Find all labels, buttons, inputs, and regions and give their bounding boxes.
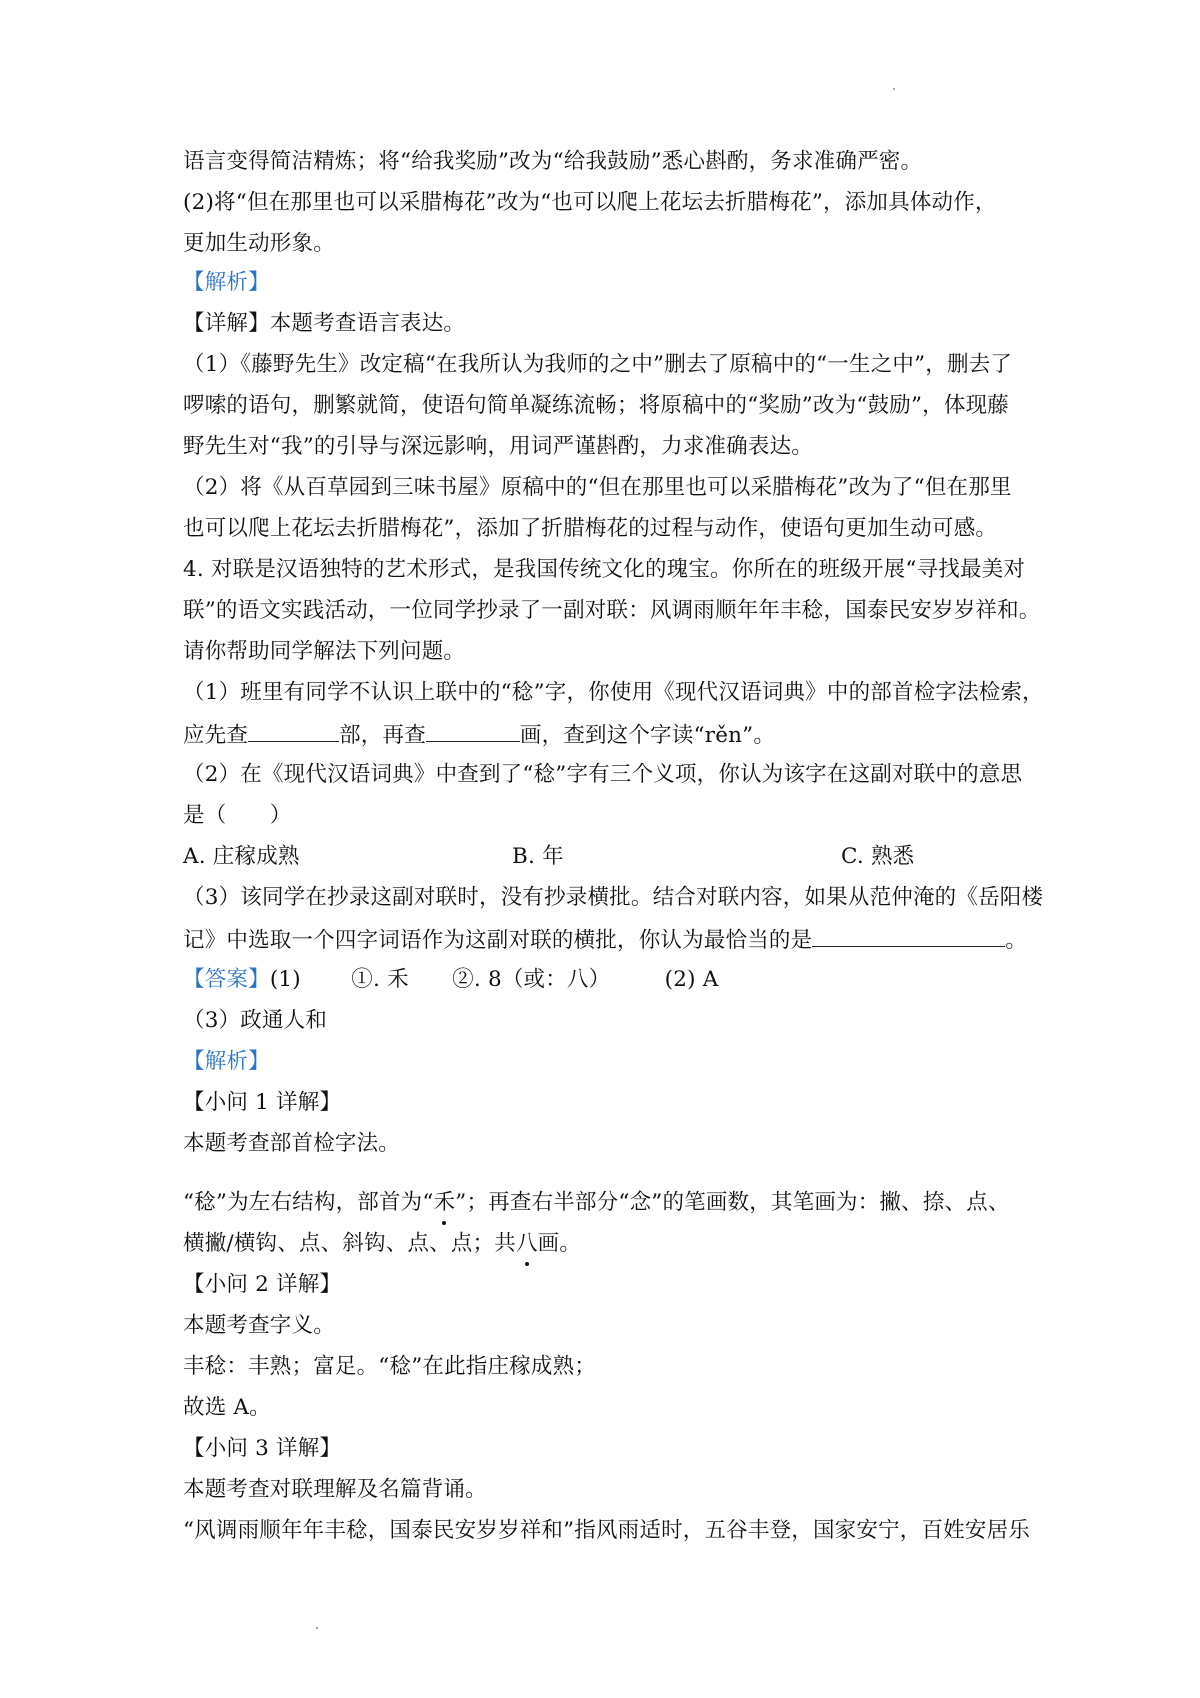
text-line: （2）将《从百草园到三味书屋》原稿中的“但在那里也可以采腊梅花”改为了“但在那里 — [183, 475, 1012, 500]
sub-question-2: （2）在《现代汉语词典》中查到了“稔”字有三个义项，你认为该字在这副对联中的意思 — [183, 762, 1023, 787]
answer-text: (1) ①. 禾 ②. 8（或：八） (2) A — [269, 967, 719, 992]
text-line: “风调雨顺年年丰稔，国泰民安岁岁祥和”指风雨适时，五谷丰登，国家安宁，百姓安居乐 — [183, 1518, 1030, 1543]
text-fragment: 部，再查 — [339, 723, 426, 748]
text-line: 本题考查字义。 — [183, 1313, 335, 1338]
text-line: 语言变得简洁精炼；将“给我奖励”改为“给我鼓励”悉心斟酌，务求准确严密。 — [183, 149, 923, 174]
text-fragment: ”；再查右半部分“念”的笔画数，其笔画为：撇、捺、点、 — [455, 1190, 1010, 1215]
scan-speck — [893, 88, 895, 90]
sub-detail-heading: 【小问 2 详解】 — [183, 1272, 342, 1297]
text-line: 野先生对“我”的引导与深远影响，用词严谨斟酌，力求准确表达。 — [183, 434, 813, 459]
text-fragment: 画，查到这个字读“rěn”。 — [519, 723, 776, 748]
text-fragment: 横撇/横钩、点、斜钩、点、点；共 — [183, 1231, 516, 1256]
sub-detail-heading: 【小问 3 详解】 — [183, 1436, 342, 1461]
answer-blank — [812, 924, 1005, 947]
text-line — [183, 1188, 1010, 1218]
text-line — [183, 1229, 581, 1259]
text-line: 联”的语文实践活动，一位同学抄录了一副对联：风调雨顺年年丰稔，国泰民安岁岁祥和。 — [183, 598, 1041, 623]
option-c: C. 熟悉 — [841, 844, 915, 869]
answer-text: （3）政通人和 — [183, 1008, 328, 1033]
sub-detail-heading: 【小问 1 详解】 — [183, 1090, 342, 1115]
analysis-heading: 【解析】 — [183, 270, 270, 295]
detail-heading: 【详解】本题考查语言表达。 — [183, 311, 466, 336]
text-fragment: 应先查 — [183, 723, 249, 748]
text-line: 本题考查部首检字法。 — [183, 1131, 401, 1156]
text-line: 故选 A。 — [183, 1395, 271, 1420]
analysis-heading: 【解析】 — [183, 1049, 270, 1074]
sub-question-3: （3）该同学在抄录这副对联时，没有抄录横批。结合对联内容，如果从范仲淹的《岳阳楼 — [183, 885, 1044, 910]
fill-blank-line — [183, 719, 775, 751]
text-line: 丰稔：丰熟；富足。“稔”在此指庄稼成熟； — [183, 1354, 596, 1379]
text-fragment: “稔”为左右结构，部首为“ — [183, 1190, 434, 1215]
text-line: (2)将“但在那里也可以采腊梅花”改为“也可以爬上花坛去折腊梅花”，添加具体动作， — [183, 190, 997, 215]
option-b: B. 年 — [512, 844, 564, 869]
emphasis-char: 八 — [516, 1229, 538, 1259]
answer-blank — [248, 719, 339, 742]
fill-blank-line — [183, 924, 1027, 956]
text-line: 啰嗦的语句，删繁就简，使语句简单凝练流畅；将原稿中的“奖励”改为“鼓励”，体现藤 — [183, 393, 1009, 418]
sub-question-1: （1）班里有同学不认识上联中的“稔”字，你使用《现代汉语词典》中的部首检字法检索， — [183, 680, 1044, 705]
text-fragment: 记》中选取一个四字词语作为这副对联的横批，你认为最恰当的是 — [183, 928, 813, 953]
answer-line — [183, 965, 719, 995]
scan-speck — [316, 1627, 318, 1629]
text-line: 更加生动形象。 — [183, 231, 335, 256]
answer-heading: 【答案】 — [183, 967, 270, 992]
text-fragment: 。 — [1005, 928, 1028, 953]
text-line: 本题考查对联理解及名篇背诵。 — [183, 1477, 487, 1502]
option-a: A. 庄稼成熟 — [183, 844, 300, 869]
text-line: 是（ ） — [183, 803, 292, 828]
emphasis-char: 禾 — [434, 1188, 456, 1218]
text-line: （1）《藤野先生》改定稿“在我所认为我师的之中”删去了原稿中的“一生之中”，删去了 — [183, 352, 1013, 377]
answer-blank — [426, 719, 520, 742]
question-4-stem: 4. 对联是汉语独特的艺术形式，是我国传统文化的瑰宝。你所在的班级开展“寻找最美对 — [183, 557, 1026, 582]
text-line: 也可以爬上花坛去折腊梅花”，添加了折腊梅花的过程与动作，使语句更加生动可感。 — [183, 516, 998, 541]
text-line: 请你帮助同学解法下列问题。 — [183, 639, 466, 664]
text-fragment: 画。 — [537, 1231, 582, 1256]
